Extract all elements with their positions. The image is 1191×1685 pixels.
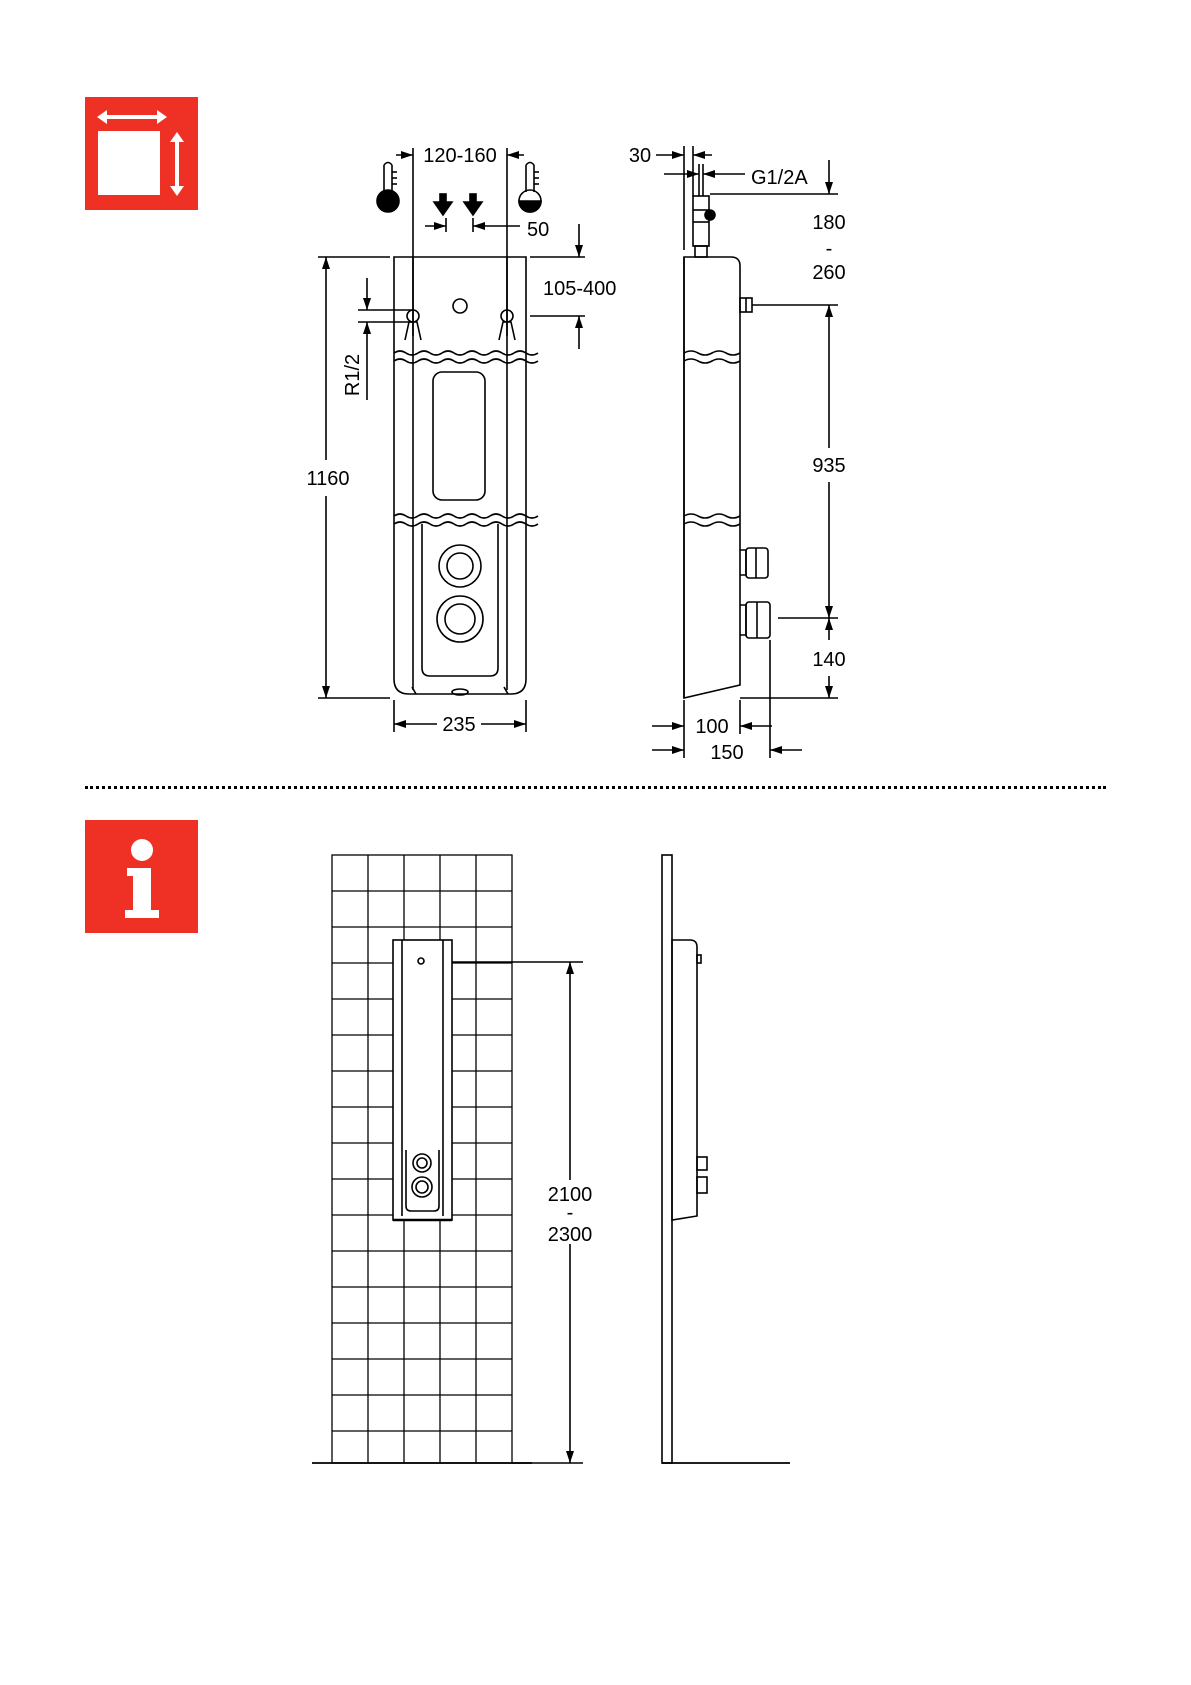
thermometer-icon: [377, 163, 399, 213]
installed-panel-side: [662, 855, 790, 1463]
side-dimensions: [652, 146, 838, 758]
dim-total-height: 1160: [306, 468, 350, 490]
dim-mount-height-bottom: 2300: [547, 1224, 593, 1246]
mount-height-dimension: [452, 962, 583, 1463]
front-view-panel: [394, 257, 538, 695]
dim-inlet-offset: 50: [527, 219, 550, 241]
inlet-arrow-icon: [434, 194, 482, 215]
installed-panel-front: [393, 940, 452, 1220]
dim-outlet-thread: G1/2A: [751, 167, 808, 189]
dim-wall-gap: 30: [628, 145, 652, 167]
dim-depth: 100: [695, 716, 729, 738]
dim-connection-spacing: 120-160: [423, 145, 497, 167]
dim-mount-height-sep: -: [566, 1202, 574, 1224]
dim-outlet-height-top: 180: [812, 212, 846, 234]
dim-bottom-height: 140: [812, 649, 846, 671]
dim-inlet-height: 105-400: [543, 278, 617, 300]
dim-outlet-distance: 935: [812, 455, 846, 477]
dimension-arrowheads: [322, 151, 833, 1463]
dim-width: 235: [442, 714, 476, 736]
dim-mount-height-top: 2100: [547, 1184, 593, 1206]
dim-depth-total: 150: [710, 742, 744, 764]
thermometer-icon: [519, 163, 541, 213]
side-view-panel: [684, 184, 770, 698]
dim-outlet-height-sep: -: [825, 238, 833, 260]
dim-thread: R1/2: [342, 353, 364, 397]
dim-outlet-height-bottom: 260: [812, 262, 846, 284]
